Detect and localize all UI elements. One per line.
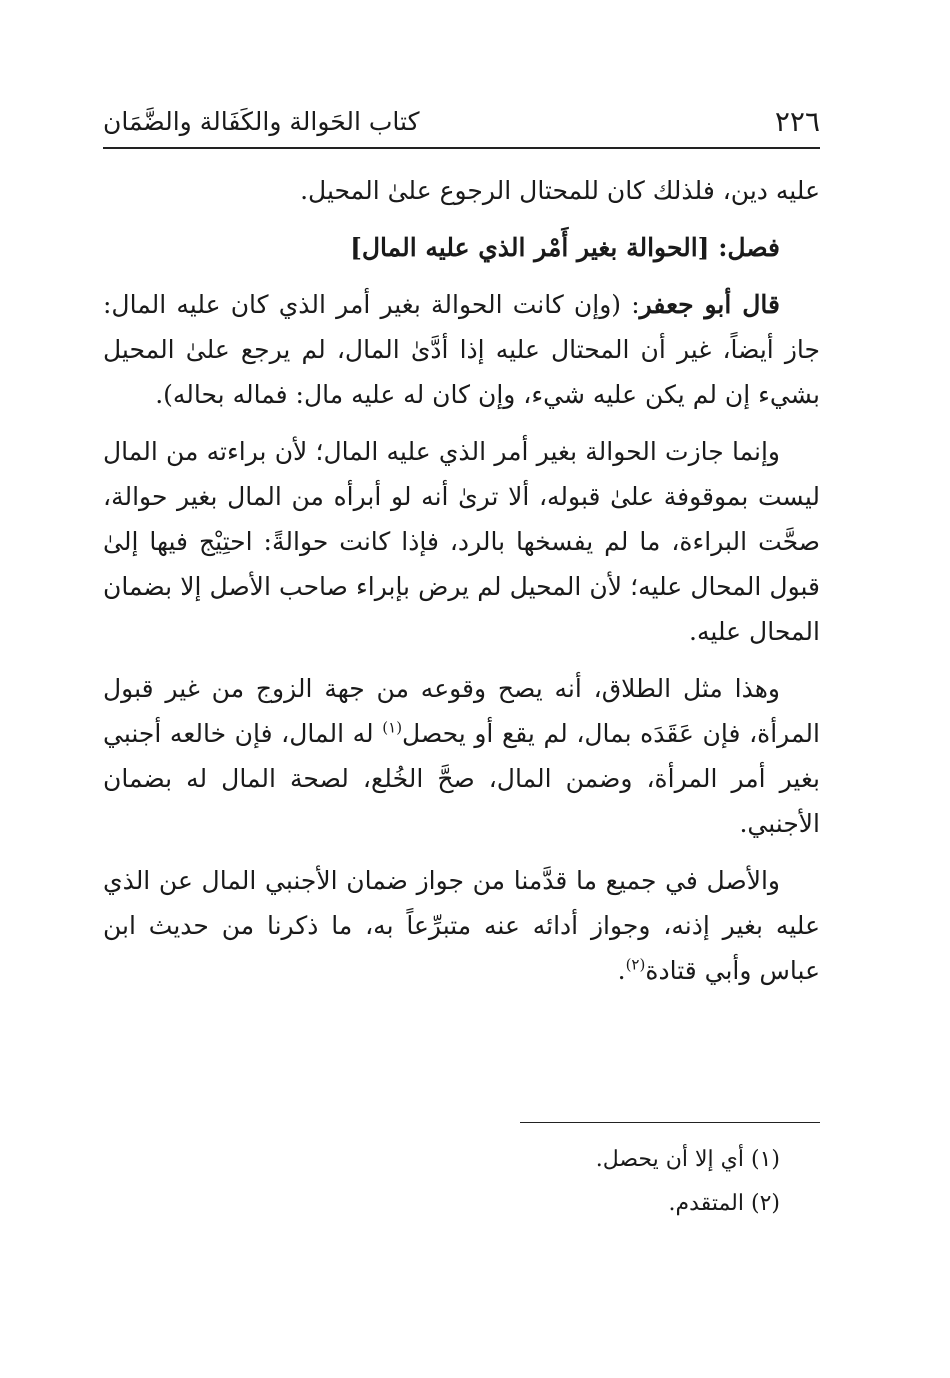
running-header [103, 98, 820, 142]
paragraph-1 [103, 168, 820, 213]
footnotes [300, 1138, 780, 1226]
book-title: كتاب الحَوالة والكَفَالة والضَّمَان [103, 107, 420, 136]
footnote-ref-1[interactable]: (١) [382, 718, 403, 737]
paragraph-5 [103, 858, 820, 993]
paragraph-5-text-b: . [617, 956, 626, 985]
main-text [103, 168, 820, 1005]
speaker-label: قال أبو جعفر [639, 290, 780, 319]
footnote-1: (١) أي إلا أن يحصل. [595, 1147, 780, 1172]
page-number: ٢٢٦ [774, 105, 820, 138]
paragraph-2 [103, 282, 820, 417]
header-divider [103, 147, 820, 149]
paragraph-1-text: عليه دين، فلذلك كان للمحتال الرجوع علىٰ المحيل. [300, 176, 820, 205]
paragraph-2-text: : (وإن كانت الحوالة بغير أمر الذي كان عليه المال: جاز أيضاً، غير أن المحتال عليه إذا أدَّىٰ المال، لم يرجع علىٰ المحيل بشيء إن لم يكن عليه شيء، وإن كان له عليه مال: فماله بحاله). [103, 290, 820, 409]
footnote-2: (٢) المتقدم. [668, 1191, 780, 1216]
section-heading [103, 225, 820, 270]
footnote-ref-2[interactable]: (٢) [625, 955, 646, 974]
section-heading-text: فصل: [الحوالة بغير أَمْر الذي عليه المال] [350, 233, 780, 262]
paragraph-5-text-a: والأصل في جميع ما قدَّمنا من جواز ضمان الأجنبي المال عن الذي عليه بغير إذنه، وجواز أدائه عنه متبرِّعاً به، ما ذكرنا من حديث ابن عباس وأبي قتادة [103, 866, 820, 985]
paragraph-4 [103, 666, 820, 846]
footnote-divider [520, 1122, 820, 1123]
paragraph-3 [103, 429, 820, 654]
paragraph-3-text: وإنما جازت الحوالة بغير أمر الذي عليه المال؛ لأن براءته من المال ليست بموقوفة علىٰ قبوله، ألا ترىٰ أنه لو أبرأه من المال بغير حوالة، صحَّت البراءة، ما لم يفسخها بالرد، فإذا كانت حوالةً: احتِيْج فيها إلىٰ قبول المحال عليه؛ لأن المحيل لم يرض بإبراء صاحب الأصل إلا بضمان المحال عليه. [103, 437, 820, 646]
paragraph-4-text-a: وهذا مثل الطلاق، أنه يصح وقوعه من جهة الزوج من غير قبول المرأة، فإن عَقَدَه بمال، لم يقع أو يحصل [103, 674, 820, 748]
paragraph-4-text-b: له المال، فإن خالعه أجنبي بغير أمر المرأة، وضمن المال، صحَّ الخُلع، لصحة المال له بضمان الأجنبي. [103, 719, 820, 838]
